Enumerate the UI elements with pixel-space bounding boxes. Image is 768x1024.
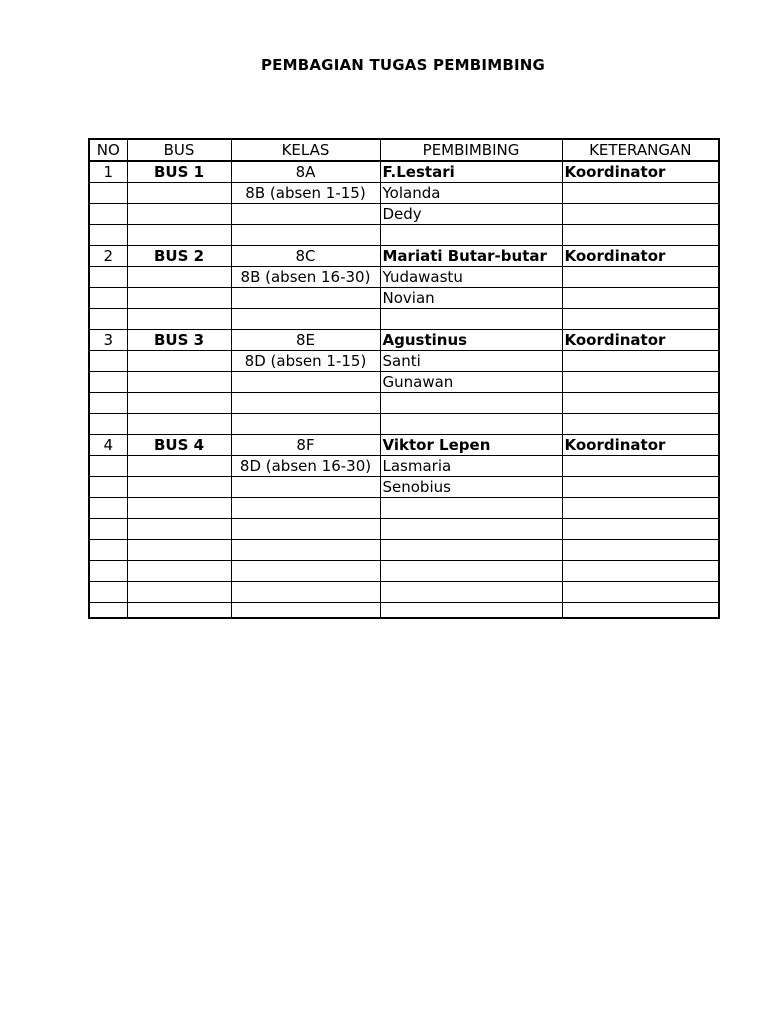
pembimbing-cell: Lasmaria (380, 456, 562, 477)
no-cell: 3 (89, 330, 127, 351)
kelas-cell (231, 561, 380, 582)
keterangan-cell: Koordinator (562, 435, 719, 456)
header-kelas: KELAS (231, 139, 380, 161)
bus-cell (127, 183, 231, 204)
no-cell (89, 372, 127, 393)
keterangan-cell (562, 204, 719, 225)
table-row (89, 204, 719, 225)
kelas-cell (231, 582, 380, 603)
table-row (89, 246, 719, 267)
keterangan-cell: Koordinator (562, 161, 719, 183)
table-row (89, 351, 719, 372)
kelas-cell (231, 498, 380, 519)
kelas-cell (231, 204, 380, 225)
kelas-cell (231, 477, 380, 498)
pembimbing-cell: Senobius (380, 477, 562, 498)
table-row (89, 519, 719, 540)
keterangan-cell (562, 267, 719, 288)
keterangan-cell (562, 309, 719, 330)
document-title: PEMBAGIAN TUGAS PEMBIMBING (260, 56, 546, 74)
keterangan-cell (562, 414, 719, 435)
table-row (89, 456, 719, 477)
pembimbing-cell: Gunawan (380, 372, 562, 393)
kelas-cell (231, 372, 380, 393)
bus-cell (127, 309, 231, 330)
kelas-cell: 8C (231, 246, 380, 267)
kelas-cell (231, 540, 380, 561)
pembimbing-cell (380, 603, 562, 619)
kelas-cell (231, 309, 380, 330)
no-cell (89, 561, 127, 582)
keterangan-cell (562, 603, 719, 619)
bus-cell (127, 351, 231, 372)
keterangan-cell (562, 183, 719, 204)
bus-cell (127, 540, 231, 561)
table-row (89, 372, 719, 393)
kelas-cell: 8B (absen 1-15) (231, 183, 380, 204)
kelas-cell: 8D (absen 1-15) (231, 351, 380, 372)
pembimbing-cell: Yolanda (380, 183, 562, 204)
no-cell (89, 519, 127, 540)
pembimbing-cell: Dedy (380, 204, 562, 225)
kelas-cell (231, 393, 380, 414)
keterangan-cell (562, 372, 719, 393)
pembimbing-cell (380, 540, 562, 561)
keterangan-cell (562, 225, 719, 246)
pembimbing-cell: Mariati Butar-butar (380, 246, 562, 267)
pembimbing-cell (380, 393, 562, 414)
assignment-table (88, 138, 720, 619)
kelas-cell (231, 225, 380, 246)
no-cell (89, 309, 127, 330)
bus-cell: BUS 3 (127, 330, 231, 351)
table-row (89, 540, 719, 561)
pembimbing-cell (380, 519, 562, 540)
bus-cell (127, 393, 231, 414)
no-cell (89, 498, 127, 519)
bus-cell: BUS 4 (127, 435, 231, 456)
pembimbing-cell: Novian (380, 288, 562, 309)
bus-cell (127, 477, 231, 498)
keterangan-cell (562, 519, 719, 540)
bus-cell (127, 498, 231, 519)
table-row (89, 288, 719, 309)
no-cell (89, 582, 127, 603)
table-row (89, 582, 719, 603)
keterangan-cell (562, 561, 719, 582)
table-row (89, 498, 719, 519)
pembimbing-cell (380, 582, 562, 603)
bus-cell (127, 561, 231, 582)
bus-cell (127, 267, 231, 288)
no-cell (89, 540, 127, 561)
keterangan-cell (562, 393, 719, 414)
bus-cell (127, 414, 231, 435)
bus-cell (127, 582, 231, 603)
no-cell: 1 (89, 161, 127, 183)
pembimbing-cell (380, 225, 562, 246)
kelas-cell (231, 288, 380, 309)
no-cell (89, 225, 127, 246)
keterangan-cell (562, 540, 719, 561)
bus-cell: BUS 2 (127, 246, 231, 267)
pembimbing-cell: Viktor Lepen (380, 435, 562, 456)
keterangan-cell (562, 582, 719, 603)
no-cell: 2 (89, 246, 127, 267)
table-row (89, 183, 719, 204)
no-cell (89, 351, 127, 372)
bus-cell (127, 288, 231, 309)
pembimbing-cell (380, 561, 562, 582)
header-keterangan: KETERANGAN (562, 139, 719, 161)
table-row (89, 414, 719, 435)
pembimbing-cell: F.Lestari (380, 161, 562, 183)
no-cell (89, 183, 127, 204)
no-cell (89, 204, 127, 225)
pembimbing-cell (380, 414, 562, 435)
bus-cell (127, 372, 231, 393)
keterangan-cell (562, 288, 719, 309)
table-row (89, 225, 719, 246)
pembimbing-cell (380, 309, 562, 330)
no-cell (89, 603, 127, 619)
table-row (89, 435, 719, 456)
no-cell (89, 456, 127, 477)
bus-cell (127, 225, 231, 246)
pembimbing-cell: Yudawastu (380, 267, 562, 288)
no-cell (89, 267, 127, 288)
kelas-cell: 8A (231, 161, 380, 183)
keterangan-cell (562, 498, 719, 519)
kelas-cell: 8D (absen 16-30) (231, 456, 380, 477)
header-pembimbing: PEMBIMBING (380, 139, 562, 161)
table-row (89, 309, 719, 330)
keterangan-cell (562, 456, 719, 477)
kelas-cell (231, 414, 380, 435)
kelas-cell: 8B (absen 16-30) (231, 267, 380, 288)
no-cell (89, 477, 127, 498)
table-row (89, 603, 719, 619)
header-bus: BUS (127, 139, 231, 161)
no-cell (89, 393, 127, 414)
table-row (89, 561, 719, 582)
pembimbing-cell (380, 498, 562, 519)
no-cell (89, 288, 127, 309)
kelas-cell (231, 519, 380, 540)
table-row (89, 330, 719, 351)
no-cell (89, 414, 127, 435)
keterangan-cell: Koordinator (562, 246, 719, 267)
keterangan-cell (562, 351, 719, 372)
bus-cell (127, 519, 231, 540)
no-cell: 4 (89, 435, 127, 456)
kelas-cell: 8F (231, 435, 380, 456)
bus-cell (127, 204, 231, 225)
table-header-row (89, 139, 719, 161)
pembimbing-cell: Agustinus (380, 330, 562, 351)
kelas-cell: 8E (231, 330, 380, 351)
bus-cell (127, 456, 231, 477)
keterangan-cell: Koordinator (562, 330, 719, 351)
kelas-cell (231, 603, 380, 619)
table-row (89, 393, 719, 414)
header-no: NO (89, 139, 127, 161)
bus-cell: BUS 1 (127, 161, 231, 183)
pembimbing-cell: Santi (380, 351, 562, 372)
table-row (89, 161, 719, 183)
table-row (89, 477, 719, 498)
table-row (89, 267, 719, 288)
keterangan-cell (562, 477, 719, 498)
bus-cell (127, 603, 231, 619)
